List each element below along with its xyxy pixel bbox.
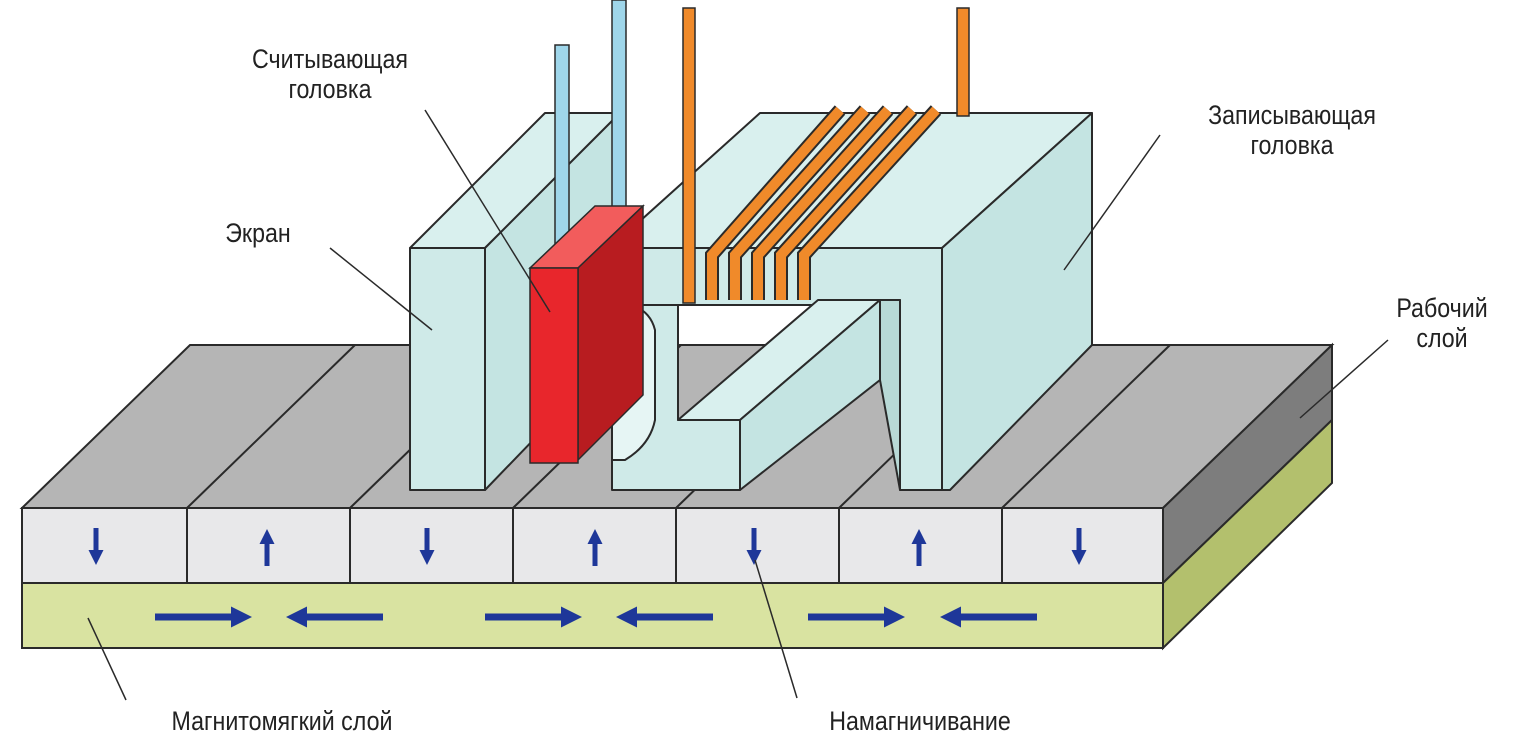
coil-wire-lead-1 (683, 8, 695, 303)
read-element-front (530, 268, 578, 463)
read-wire-2 (612, 0, 626, 210)
label-working-layer-line2: слой (1416, 323, 1468, 353)
label-screen: Экран (225, 218, 291, 248)
label-working-layer (1382, 293, 1502, 353)
coil-wire-lead-2 (957, 8, 969, 116)
label-write-head (1180, 100, 1404, 160)
label-write-head-line2: головка (1250, 130, 1334, 160)
label-read-head (227, 44, 433, 104)
label-write-head-line1: Записывающая (1208, 100, 1376, 130)
label-working-layer-line1: Рабочий (1396, 293, 1488, 323)
label-soft-magnetic-layer: Магнитомягкий слой (171, 706, 393, 736)
label-read-head-line1: Считывающая (252, 44, 408, 74)
label-magnetization: Намагничивание (829, 706, 1011, 736)
label-read-head-line2: головка (288, 74, 372, 104)
screen-front (410, 248, 485, 490)
